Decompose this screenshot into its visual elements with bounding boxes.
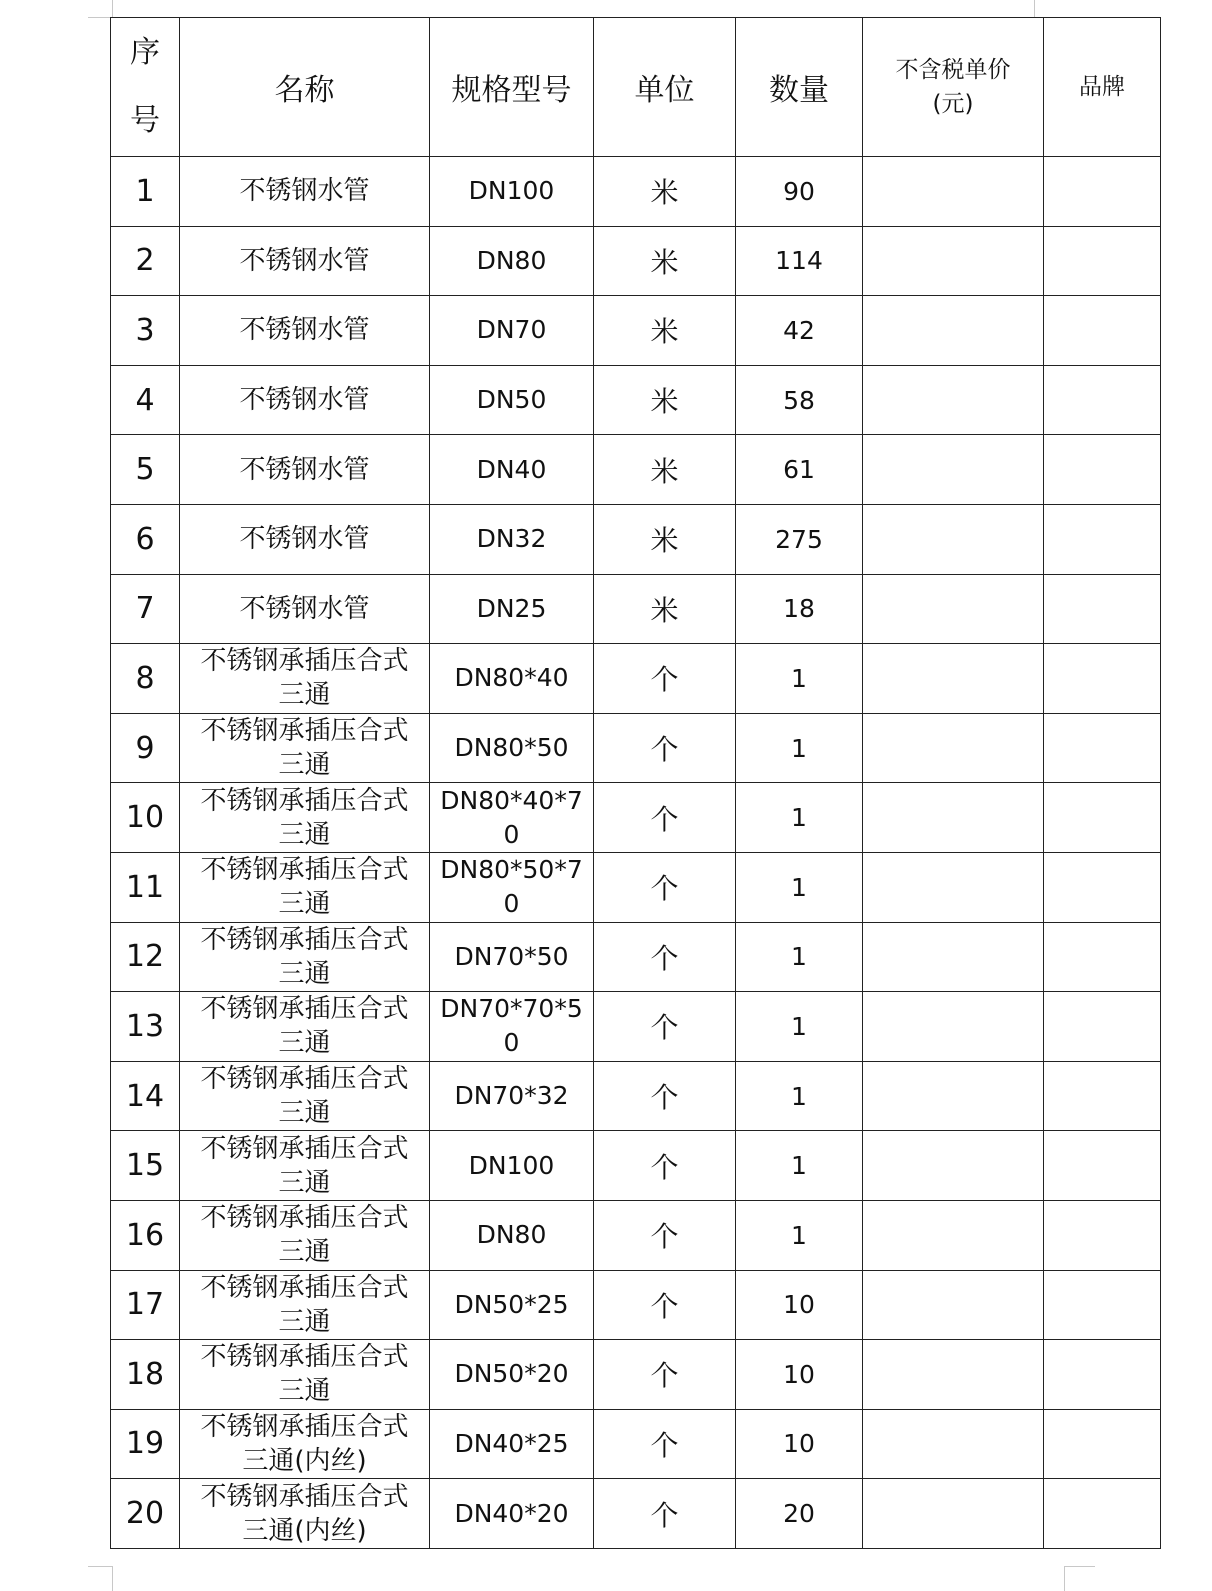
name-line1: 不锈钢承插压合式 bbox=[200, 1133, 409, 1164]
table-body bbox=[111, 157, 1161, 1549]
cell-qty bbox=[736, 157, 863, 227]
qty-text: 42 bbox=[783, 315, 815, 345]
cell-price bbox=[863, 365, 1044, 435]
unit-text: 个 bbox=[650, 1081, 679, 1115]
name-line1: 不锈钢承插压合式 bbox=[200, 1064, 409, 1095]
name-line2: 三通(内丝) bbox=[242, 1515, 367, 1546]
cell-brand bbox=[1044, 1131, 1161, 1201]
name-line1: 不锈钢水管 bbox=[239, 524, 370, 555]
cell-price bbox=[863, 157, 1044, 227]
table-row bbox=[111, 1270, 1161, 1340]
spec-line2: 0 bbox=[503, 889, 520, 919]
header-name: 名称 bbox=[180, 18, 430, 157]
name-line1: 不锈钢承插压合式 bbox=[200, 1272, 409, 1303]
cell-brand bbox=[1044, 992, 1161, 1062]
cell-seq bbox=[111, 1479, 180, 1549]
cell-name bbox=[180, 1200, 430, 1270]
page-corner-mark-bottom-left bbox=[88, 1566, 113, 1591]
seq-text: 15 bbox=[125, 1148, 165, 1184]
seq-text: 2 bbox=[135, 243, 155, 279]
spec-line1: DN50*25 bbox=[454, 1289, 569, 1319]
header-brand: 品牌 bbox=[1044, 18, 1161, 157]
cell-unit bbox=[594, 992, 736, 1062]
cell-name bbox=[180, 852, 430, 922]
cell-unit bbox=[594, 504, 736, 574]
cell-seq bbox=[111, 992, 180, 1062]
cell-seq bbox=[111, 1340, 180, 1410]
cell-unit bbox=[594, 783, 736, 853]
cell-qty bbox=[736, 1200, 863, 1270]
cell-price bbox=[863, 1131, 1044, 1201]
table-row bbox=[111, 574, 1161, 644]
seq-text: 3 bbox=[135, 312, 155, 348]
cell-unit bbox=[594, 1409, 736, 1479]
seq-text: 8 bbox=[135, 660, 155, 696]
spec-line1: DN70*70*5 bbox=[440, 994, 583, 1024]
cell-qty bbox=[736, 783, 863, 853]
unit-text: 个 bbox=[650, 1289, 679, 1323]
cell-name bbox=[180, 922, 430, 992]
qty-text: 1 bbox=[791, 872, 807, 902]
cell-name bbox=[180, 1340, 430, 1410]
cell-name bbox=[180, 365, 430, 435]
cell-seq bbox=[111, 296, 180, 366]
cell-price bbox=[863, 296, 1044, 366]
spec-line1: DN80*40*7 bbox=[440, 785, 583, 815]
qty-text: 10 bbox=[783, 1359, 815, 1389]
cell-qty bbox=[736, 435, 863, 505]
cell-spec bbox=[430, 713, 594, 783]
cell-unit bbox=[594, 922, 736, 992]
cell-qty bbox=[736, 226, 863, 296]
page-corner-mark-bottom-right bbox=[1064, 1566, 1095, 1591]
cell-brand bbox=[1044, 1409, 1161, 1479]
name-line1: 不锈钢水管 bbox=[239, 245, 370, 276]
unit-text: 个 bbox=[650, 1011, 679, 1045]
header-qty: 数量 bbox=[736, 18, 863, 157]
cell-price bbox=[863, 644, 1044, 714]
cell-qty bbox=[736, 1479, 863, 1549]
name-line2: 三通 bbox=[278, 1028, 331, 1059]
name-line1: 不锈钢水管 bbox=[239, 315, 370, 346]
table-row bbox=[111, 713, 1161, 783]
cell-qty bbox=[736, 644, 863, 714]
name-line2: 三通 bbox=[278, 680, 331, 711]
cell-brand bbox=[1044, 157, 1161, 227]
name-line1: 不锈钢水管 bbox=[239, 385, 370, 416]
qty-text: 20 bbox=[783, 1499, 815, 1529]
cell-brand bbox=[1044, 1479, 1161, 1549]
cell-brand bbox=[1044, 922, 1161, 992]
table-row bbox=[111, 365, 1161, 435]
cell-spec bbox=[430, 922, 594, 992]
table-row bbox=[111, 435, 1161, 505]
spec-line1: DN80*50 bbox=[454, 733, 569, 763]
cell-seq bbox=[111, 226, 180, 296]
seq-text: 19 bbox=[125, 1426, 165, 1462]
cell-brand bbox=[1044, 1200, 1161, 1270]
name-line2: 三通 bbox=[278, 1376, 331, 1407]
cell-qty bbox=[736, 713, 863, 783]
qty-text: 61 bbox=[783, 455, 815, 485]
unit-text: 个 bbox=[650, 1220, 679, 1254]
table-row bbox=[111, 1131, 1161, 1201]
name-line1: 不锈钢承插压合式 bbox=[200, 855, 409, 886]
header-unit: 单位 bbox=[594, 18, 736, 157]
table-row bbox=[111, 922, 1161, 992]
spec-line1: DN100 bbox=[468, 176, 555, 206]
qty-text: 1 bbox=[791, 733, 807, 763]
cell-seq bbox=[111, 922, 180, 992]
table-row bbox=[111, 1200, 1161, 1270]
unit-text: 个 bbox=[650, 941, 679, 975]
cell-spec bbox=[430, 435, 594, 505]
cell-spec bbox=[430, 1131, 594, 1201]
name-line2: 三通 bbox=[278, 750, 331, 781]
cell-brand bbox=[1044, 1270, 1161, 1340]
header-price bbox=[863, 18, 1044, 157]
table-row bbox=[111, 296, 1161, 366]
cell-qty bbox=[736, 852, 863, 922]
name-line1: 不锈钢承插压合式 bbox=[200, 646, 409, 677]
qty-text: 18 bbox=[783, 594, 815, 624]
cell-price bbox=[863, 1200, 1044, 1270]
cell-unit bbox=[594, 852, 736, 922]
cell-price bbox=[863, 713, 1044, 783]
cell-qty bbox=[736, 1409, 863, 1479]
spec-line2: 0 bbox=[503, 819, 520, 849]
header-seq: 序号 bbox=[111, 18, 180, 157]
name-line1: 不锈钢承插压合式 bbox=[200, 1342, 409, 1373]
cell-spec bbox=[430, 504, 594, 574]
table-row bbox=[111, 1479, 1161, 1549]
cell-name bbox=[180, 574, 430, 644]
seq-text: 11 bbox=[125, 869, 165, 905]
cell-unit bbox=[594, 435, 736, 505]
cell-unit bbox=[594, 365, 736, 435]
cell-unit bbox=[594, 226, 736, 296]
seq-text: 7 bbox=[135, 591, 155, 627]
cell-spec bbox=[430, 1409, 594, 1479]
cell-name bbox=[180, 1409, 430, 1479]
table-row bbox=[111, 992, 1161, 1062]
cell-spec bbox=[430, 783, 594, 853]
cell-seq bbox=[111, 713, 180, 783]
cell-unit bbox=[594, 713, 736, 783]
spec-line1: DN50 bbox=[476, 385, 547, 415]
unit-text: 个 bbox=[650, 663, 679, 697]
unit-text: 个 bbox=[650, 1498, 679, 1532]
unit-text: 米 bbox=[650, 454, 679, 488]
seq-text: 17 bbox=[125, 1287, 165, 1323]
header-price-line1: 不含税单价 bbox=[895, 57, 1011, 83]
cell-spec bbox=[430, 574, 594, 644]
seq-text: 13 bbox=[125, 1008, 165, 1044]
table-row bbox=[111, 504, 1161, 574]
cell-brand bbox=[1044, 226, 1161, 296]
page-corner-mark-top-right bbox=[1034, 0, 1065, 18]
qty-text: 1 bbox=[791, 942, 807, 972]
cell-name bbox=[180, 713, 430, 783]
cell-spec bbox=[430, 852, 594, 922]
qty-text: 10 bbox=[783, 1290, 815, 1320]
name-line1: 不锈钢承插压合式 bbox=[200, 924, 409, 955]
cell-price bbox=[863, 1061, 1044, 1131]
spec-line1: DN80*50*7 bbox=[440, 855, 583, 885]
spec-line1: DN70 bbox=[476, 315, 547, 345]
cell-seq bbox=[111, 852, 180, 922]
cell-name bbox=[180, 1061, 430, 1131]
cell-unit bbox=[594, 1340, 736, 1410]
cell-name bbox=[180, 157, 430, 227]
cell-unit bbox=[594, 1131, 736, 1201]
spec-line1: DN40 bbox=[476, 454, 547, 484]
cell-price bbox=[863, 1479, 1044, 1549]
cell-price bbox=[863, 226, 1044, 296]
seq-text: 4 bbox=[135, 382, 155, 418]
cell-spec bbox=[430, 365, 594, 435]
cell-brand bbox=[1044, 1340, 1161, 1410]
name-line1: 不锈钢水管 bbox=[239, 176, 370, 207]
cell-spec bbox=[430, 1270, 594, 1340]
cell-name bbox=[180, 992, 430, 1062]
cell-unit bbox=[594, 574, 736, 644]
unit-text: 米 bbox=[650, 385, 679, 419]
cell-name bbox=[180, 1131, 430, 1201]
unit-text: 个 bbox=[650, 1428, 679, 1462]
spec-line1: DN32 bbox=[476, 524, 547, 554]
unit-text: 米 bbox=[650, 245, 679, 279]
name-line2: 三通 bbox=[278, 819, 331, 850]
cell-name bbox=[180, 1479, 430, 1549]
cell-spec bbox=[430, 1479, 594, 1549]
cell-name bbox=[180, 226, 430, 296]
unit-text: 米 bbox=[650, 593, 679, 627]
cell-seq bbox=[111, 365, 180, 435]
cell-seq bbox=[111, 435, 180, 505]
name-line1: 不锈钢水管 bbox=[239, 454, 370, 485]
table-row bbox=[111, 644, 1161, 714]
table-row bbox=[111, 852, 1161, 922]
name-line2: 三通 bbox=[278, 889, 331, 920]
cell-brand bbox=[1044, 783, 1161, 853]
cell-price bbox=[863, 992, 1044, 1062]
cell-name bbox=[180, 504, 430, 574]
name-line1: 不锈钢承插压合式 bbox=[200, 1481, 409, 1512]
qty-text: 114 bbox=[775, 246, 823, 276]
spec-line1: DN80 bbox=[476, 1220, 547, 1250]
spec-line1: DN70*50 bbox=[454, 941, 569, 971]
spec-line2: 0 bbox=[503, 1028, 520, 1058]
cell-brand bbox=[1044, 365, 1161, 435]
qty-text: 1 bbox=[791, 663, 807, 693]
cell-seq bbox=[111, 157, 180, 227]
materials-table bbox=[110, 17, 1161, 1549]
spec-line1: DN80 bbox=[476, 245, 547, 275]
header-spec: 规格型号 bbox=[430, 18, 594, 157]
cell-spec bbox=[430, 1340, 594, 1410]
cell-price bbox=[863, 783, 1044, 853]
cell-spec bbox=[430, 157, 594, 227]
cell-qty bbox=[736, 1340, 863, 1410]
unit-text: 个 bbox=[650, 733, 679, 767]
header-row bbox=[111, 18, 1161, 157]
cell-name bbox=[180, 435, 430, 505]
cell-name bbox=[180, 783, 430, 853]
cell-price bbox=[863, 922, 1044, 992]
header-price-line2: (元) bbox=[932, 91, 974, 117]
cell-seq bbox=[111, 1200, 180, 1270]
cell-brand bbox=[1044, 504, 1161, 574]
name-line1: 不锈钢承插压合式 bbox=[200, 1411, 409, 1442]
cell-brand bbox=[1044, 435, 1161, 505]
cell-brand bbox=[1044, 296, 1161, 366]
cell-seq bbox=[111, 1131, 180, 1201]
table-row bbox=[111, 1061, 1161, 1131]
spec-line1: DN25 bbox=[476, 593, 547, 623]
name-line2: 三通(内丝) bbox=[242, 1445, 367, 1476]
unit-text: 个 bbox=[650, 802, 679, 836]
qty-text: 1 bbox=[791, 1081, 807, 1111]
cell-seq bbox=[111, 1409, 180, 1479]
cell-unit bbox=[594, 1200, 736, 1270]
cell-brand bbox=[1044, 852, 1161, 922]
unit-text: 个 bbox=[650, 1150, 679, 1184]
qty-text: 10 bbox=[783, 1429, 815, 1459]
seq-text: 20 bbox=[125, 1496, 165, 1532]
table-row bbox=[111, 1340, 1161, 1410]
spec-line1: DN70*32 bbox=[454, 1081, 569, 1111]
spec-line1: DN100 bbox=[468, 1150, 555, 1180]
seq-text: 10 bbox=[125, 800, 165, 836]
cell-qty bbox=[736, 1131, 863, 1201]
name-line1: 不锈钢承插压合式 bbox=[200, 785, 409, 816]
name-line1: 不锈钢水管 bbox=[239, 593, 370, 624]
cell-qty bbox=[736, 992, 863, 1062]
cell-qty bbox=[736, 922, 863, 992]
cell-qty bbox=[736, 296, 863, 366]
cell-unit bbox=[594, 1479, 736, 1549]
cell-brand bbox=[1044, 574, 1161, 644]
cell-spec bbox=[430, 1200, 594, 1270]
name-line1: 不锈钢承插压合式 bbox=[200, 994, 409, 1025]
unit-text: 米 bbox=[650, 524, 679, 558]
cell-name bbox=[180, 296, 430, 366]
cell-brand bbox=[1044, 713, 1161, 783]
cell-qty bbox=[736, 574, 863, 644]
name-line2: 三通 bbox=[278, 1098, 331, 1129]
table-row bbox=[111, 1409, 1161, 1479]
unit-text: 米 bbox=[650, 176, 679, 210]
table-row bbox=[111, 157, 1161, 227]
qty-text: 1 bbox=[791, 1011, 807, 1041]
cell-seq bbox=[111, 1270, 180, 1340]
cell-spec bbox=[430, 992, 594, 1062]
cell-qty bbox=[736, 1061, 863, 1131]
qty-text: 58 bbox=[783, 385, 815, 415]
cell-qty bbox=[736, 1270, 863, 1340]
qty-text: 1 bbox=[791, 1151, 807, 1181]
qty-text: 275 bbox=[775, 524, 823, 554]
seq-text: 5 bbox=[135, 452, 155, 488]
cell-unit bbox=[594, 157, 736, 227]
spec-line1: DN40*20 bbox=[454, 1498, 569, 1528]
seq-text: 14 bbox=[125, 1078, 165, 1114]
page-corner-mark-top-left bbox=[88, 0, 113, 18]
seq-text: 18 bbox=[125, 1356, 165, 1392]
seq-text: 9 bbox=[135, 730, 155, 766]
cell-spec bbox=[430, 1061, 594, 1131]
cell-name bbox=[180, 644, 430, 714]
cell-qty bbox=[736, 504, 863, 574]
cell-unit bbox=[594, 1061, 736, 1131]
cell-spec bbox=[430, 226, 594, 296]
cell-unit bbox=[594, 296, 736, 366]
cell-price bbox=[863, 1409, 1044, 1479]
cell-price bbox=[863, 574, 1044, 644]
unit-text: 米 bbox=[650, 315, 679, 349]
name-line2: 三通 bbox=[278, 1167, 331, 1198]
qty-text: 1 bbox=[791, 1220, 807, 1250]
table-row bbox=[111, 783, 1161, 853]
name-line1: 不锈钢承插压合式 bbox=[200, 716, 409, 747]
cell-seq bbox=[111, 504, 180, 574]
seq-text: 16 bbox=[125, 1217, 165, 1253]
cell-seq bbox=[111, 644, 180, 714]
cell-name bbox=[180, 1270, 430, 1340]
cell-price bbox=[863, 504, 1044, 574]
cell-spec bbox=[430, 644, 594, 714]
cell-brand bbox=[1044, 644, 1161, 714]
name-line2: 三通 bbox=[278, 958, 331, 989]
qty-text: 1 bbox=[791, 803, 807, 833]
cell-seq bbox=[111, 574, 180, 644]
cell-price bbox=[863, 435, 1044, 505]
cell-unit bbox=[594, 1270, 736, 1340]
seq-text: 12 bbox=[125, 939, 165, 975]
spec-line1: DN40*25 bbox=[454, 1428, 569, 1458]
unit-text: 个 bbox=[650, 1359, 679, 1393]
unit-text: 个 bbox=[650, 872, 679, 906]
cell-qty bbox=[736, 365, 863, 435]
cell-price bbox=[863, 1340, 1044, 1410]
cell-unit bbox=[594, 644, 736, 714]
qty-text: 90 bbox=[783, 176, 815, 206]
cell-seq bbox=[111, 783, 180, 853]
spec-line1: DN80*40 bbox=[454, 663, 569, 693]
seq-text: 6 bbox=[135, 521, 155, 557]
name-line1: 不锈钢承插压合式 bbox=[200, 1203, 409, 1234]
cell-brand bbox=[1044, 1061, 1161, 1131]
name-line2: 三通 bbox=[278, 1306, 331, 1337]
seq-text: 1 bbox=[135, 173, 155, 209]
name-line2: 三通 bbox=[278, 1237, 331, 1268]
cell-price bbox=[863, 1270, 1044, 1340]
cell-seq bbox=[111, 1061, 180, 1131]
cell-price bbox=[863, 852, 1044, 922]
table-row bbox=[111, 226, 1161, 296]
spec-line1: DN50*20 bbox=[454, 1359, 569, 1389]
cell-spec bbox=[430, 296, 594, 366]
